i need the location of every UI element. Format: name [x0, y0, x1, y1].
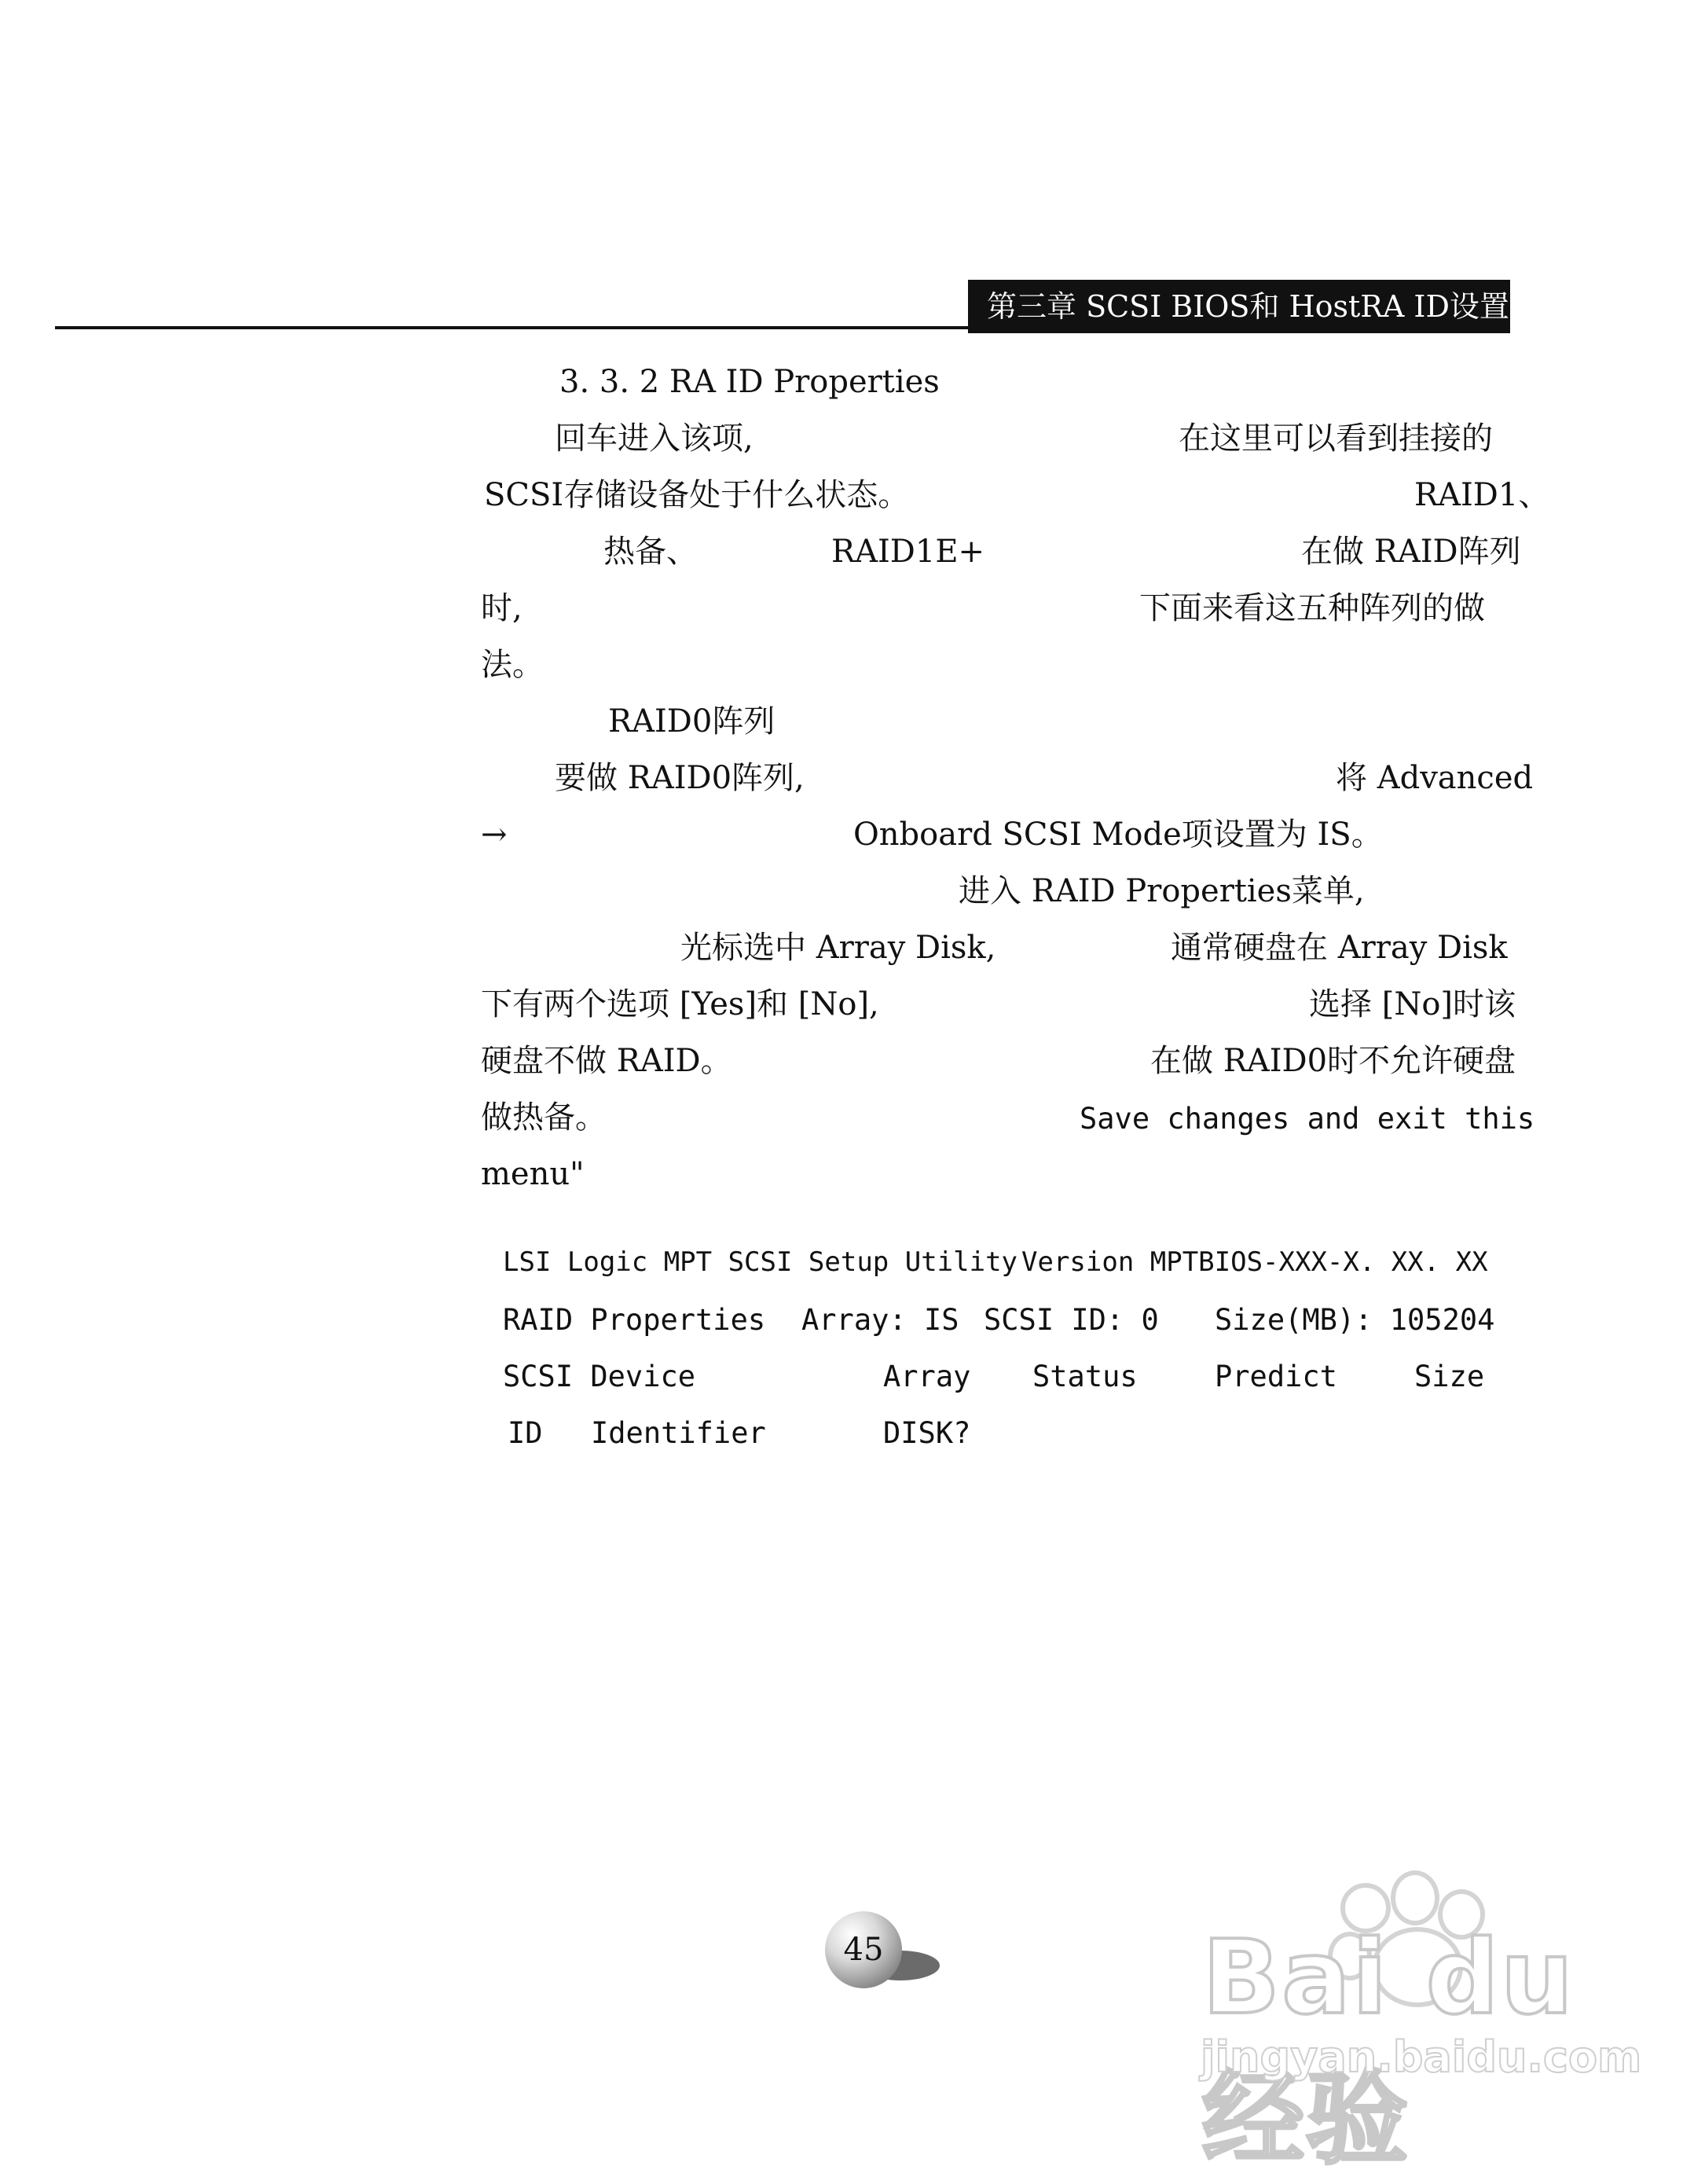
chapter-header	[968, 280, 1510, 333]
utility-size: Size(MB): 105204	[1215, 1303, 1495, 1337]
utility-raid-properties: RAID Properties	[503, 1303, 766, 1337]
utility-array-value: IS	[924, 1303, 959, 1337]
body-line-12a: 硬盘不做 RAID。	[481, 1043, 732, 1079]
col-status: Status	[1032, 1360, 1138, 1393]
utility-array-label: Array:	[801, 1303, 907, 1337]
body-line-1b: 在这里可以看到挂接的	[1179, 420, 1493, 457]
subsection-raid0: RAID0阵列	[608, 703, 776, 740]
body-line-10b: 通常硬盘在 Array Disk	[1171, 930, 1508, 966]
col-scsi-device: SCSI Device	[503, 1360, 696, 1393]
body-line-11b: 选择 [No]时该	[1309, 986, 1516, 1022]
body-line-13b: Save changes and exit this	[1080, 1102, 1535, 1136]
section-heading: 3. 3. 2 RA ID Properties	[559, 364, 940, 400]
col-identifier: Identifier	[591, 1416, 766, 1450]
body-line-11a: 下有两个选项 [Yes]和 [No],	[481, 986, 879, 1022]
watermark-url: jingyan.baidu.com	[1201, 2032, 1642, 2082]
header-rule	[55, 326, 973, 329]
body-line-2b: RAID1、	[1414, 477, 1550, 513]
body-line-7a: 要做 RAID0阵列,	[555, 760, 805, 796]
body-line-3c: 在做 RAID阵列	[1301, 534, 1521, 570]
col-predict: Predict	[1215, 1360, 1337, 1393]
col-array: Array	[883, 1360, 971, 1393]
chapter-title: 第三章 SCSI BIOS和 HostRA ID设置	[987, 289, 1509, 324]
body-line-14: menu"	[481, 1156, 585, 1192]
page-number: 45	[825, 1911, 902, 1988]
body-line-12b: 在做 RAID0时不允许硬盘	[1150, 1043, 1516, 1079]
body-line-1a: 回车进入该项,	[555, 420, 754, 457]
body-line-3b: RAID1E+	[831, 534, 985, 570]
body-line-9: 进入 RAID Properties菜单,	[959, 873, 1365, 909]
col-size: Size	[1414, 1360, 1485, 1393]
utility-version: Version MPTBIOS-XXX-X. XX. XX	[1021, 1246, 1488, 1278]
utility-title: LSI Logic MPT SCSI Setup Utility	[503, 1246, 1018, 1278]
body-line-4b: 下面来看这五种阵列的做	[1139, 590, 1485, 626]
body-line-10a: 光标选中 Array Disk,	[680, 930, 996, 966]
utility-scsi-id: SCSI ID: 0	[984, 1303, 1159, 1337]
body-line-7b: 将 Advanced	[1336, 760, 1534, 796]
col-disk: DISK?	[883, 1416, 971, 1450]
body-line-8b: Onboard SCSI Mode项设置为 IS。	[853, 817, 1383, 853]
body-line-5: 法。	[481, 647, 544, 683]
body-line-13a: 做热备。	[481, 1099, 607, 1136]
body-line-4a: 时,	[481, 590, 522, 626]
watermark-logo: Bai du 经验	[1202, 1918, 1575, 2178]
col-id: ID	[508, 1416, 543, 1450]
body-line-3a: 热备、	[603, 534, 698, 570]
arrow-glyph: →	[481, 817, 508, 853]
body-line-2a: SCSI存储设备处于什么状态。	[484, 477, 910, 513]
